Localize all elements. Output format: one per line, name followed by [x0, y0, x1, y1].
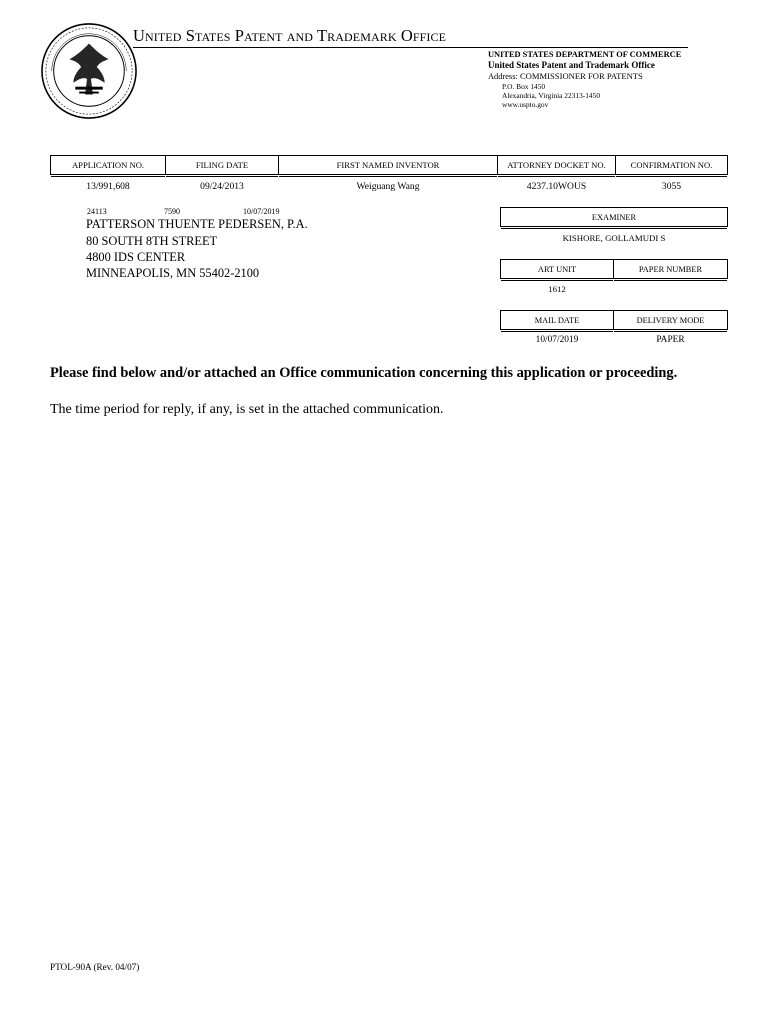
examiner-value: KISHORE, GOLLAMUDI S: [562, 233, 666, 243]
address-to: COMMISSIONER FOR PATENTS: [519, 71, 643, 81]
page-title: United States Patent and Trademark Office: [133, 26, 447, 45]
art-unit-header: ART UNIT: [500, 259, 614, 279]
filing-date-header: FILING DATE: [165, 155, 279, 175]
uspto-seal-icon: [40, 22, 138, 120]
mail-date-header: MAIL DATE: [500, 310, 614, 330]
address-label: Address:: [488, 72, 518, 81]
inventor-header: FIRST NAMED INVENTOR: [278, 155, 498, 175]
form-identifier: PTOL-90A (Rev. 04/07): [50, 962, 140, 972]
art-unit-value: 1612: [548, 284, 566, 294]
paper-number-header: PAPER NUMBER: [613, 259, 728, 279]
address-recipient: [488, 71, 643, 81]
application-no-header: APPLICATION NO.: [50, 155, 166, 175]
correspondence-date: 10/07/2019: [243, 207, 280, 216]
correspondent-street: 80 SOUTH 8TH STREET: [86, 234, 218, 248]
examiner-header: EXAMINER: [500, 207, 728, 227]
inventor-value: Weiguang Wang: [356, 181, 420, 192]
title-divider: [133, 47, 688, 48]
application-no-value: 13/991,608: [86, 181, 130, 192]
filing-date-value: 09/24/2013: [200, 181, 244, 192]
confirmation-no-header: CONFIRMATION NO.: [615, 155, 728, 175]
address-line: P.O. Box 1450: [502, 82, 546, 91]
delivery-mode-value: PAPER: [656, 335, 685, 345]
correspondent-building: 4800 IDS CENTER: [86, 250, 186, 264]
office-name: United States Patent and Trademark Office: [488, 60, 655, 70]
mail-date-value: 10/07/2019: [535, 335, 579, 345]
department-name: UNITED STATES DEPARTMENT OF COMMERCE: [488, 50, 682, 59]
delivery-mode-header: DELIVERY MODE: [613, 310, 728, 330]
correspondent-name: PATTERSON THUENTE PEDERSEN, P.A.: [86, 217, 308, 231]
reply-period-text: The time period for reply, if any, is set in the attached communication.: [50, 402, 444, 417]
docket-no-header: ATTORNEY DOCKET NO.: [497, 155, 616, 175]
customer-number: 24113: [87, 207, 107, 216]
website-link[interactable]: www.uspto.gov: [502, 100, 549, 109]
docket-no-value: 4237.10WOUS: [526, 181, 587, 192]
routing-code: 7590: [164, 207, 180, 216]
office-notice: Please find below and/or attached an Office communication concerning this application or proceeding.: [50, 365, 678, 381]
confirmation-no-value: 3055: [661, 181, 682, 192]
correspondent-city: MINNEAPOLIS, MN 55402-2100: [86, 266, 260, 280]
address-line: Alexandria, Virginia 22313-1450: [502, 91, 601, 100]
